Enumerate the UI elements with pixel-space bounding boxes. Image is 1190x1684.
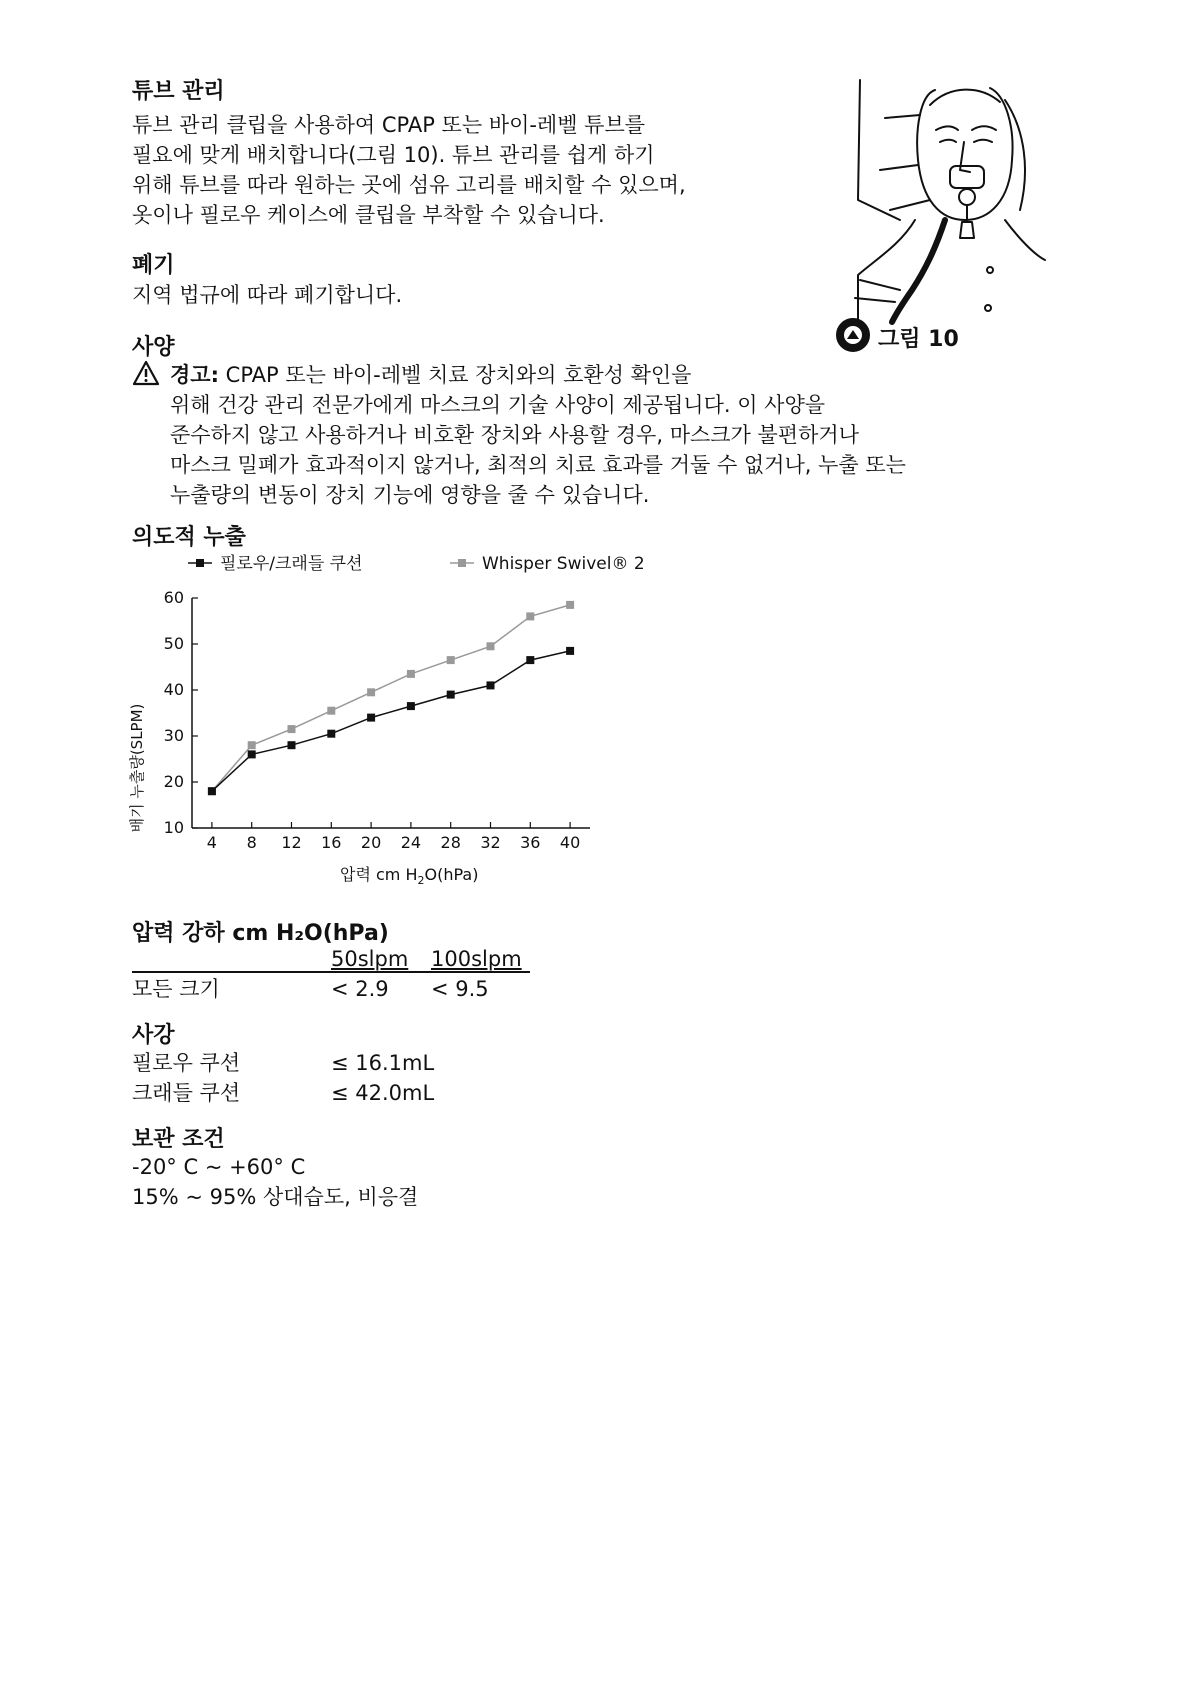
y-tick-label: 10: [163, 818, 184, 837]
data-point: [447, 691, 455, 699]
x-tick-label: 8: [246, 833, 257, 852]
data-point: [526, 656, 534, 664]
chart-series: [208, 601, 574, 795]
y-tick-label: 30: [163, 726, 184, 745]
mask-cushion: [950, 166, 984, 188]
pressure-col-1: 50slpm: [331, 947, 409, 971]
warning-line: 마스크 밀폐가 효과적이지 않거나, 최적의 치료 효과를 거둘 수 없거나, 누출 또는: [170, 453, 906, 477]
storage-humidity: 15% ~ 95% 상대습도, 비응결: [132, 1185, 419, 1209]
data-point: [407, 702, 415, 710]
y-tick-label: 40: [163, 680, 184, 699]
x-tick-label: 24: [400, 833, 422, 852]
chart-y-label: 배기 누출량(SLPM): [128, 703, 146, 833]
head-outline: [917, 88, 1012, 220]
leak-chart: [120, 550, 680, 890]
x-tick-label: 16: [321, 833, 342, 852]
pressure-value-2: < 9.5: [431, 977, 489, 1001]
data-point: [487, 681, 495, 689]
data-point: [327, 730, 335, 738]
x-tick-label: 20: [360, 833, 382, 852]
data-point: [407, 670, 415, 678]
warning-line: 누출량의 변동이 장치 기능에 영향을 줄 수 있습니다.: [170, 483, 650, 507]
storage-heading: 보관 조건: [132, 1127, 225, 1152]
tube-paragraph: [132, 110, 792, 230]
series-line: [212, 651, 570, 791]
tube-line: 튜브 관리 클립을 사용하여 CPAP 또는 바이-레벨 튜브를: [132, 113, 646, 137]
data-point: [367, 688, 375, 696]
data-point: [208, 787, 216, 795]
x-tick-label: 32: [480, 833, 501, 852]
pressure-drop-heading: 압력 강하 cm H₂O(hPa): [132, 921, 389, 946]
mask-illustration: [840, 70, 1050, 340]
dead-space-label: 필로우 쿠션: [132, 1051, 241, 1075]
figure-up-icon: [836, 318, 870, 352]
y-tick-label: 60: [163, 588, 184, 607]
legend-marker: [458, 559, 466, 567]
storage-temperature: -20° C ~ +60° C: [132, 1155, 306, 1179]
data-point: [566, 647, 574, 655]
pillow-outline: [858, 80, 900, 220]
x-tick-label: 4: [206, 833, 217, 852]
x-tick-label: 12: [281, 833, 302, 852]
tube-line: 옷이나 필로우 케이스에 클립을 부착할 수 있습니다.: [132, 203, 605, 227]
leak-heading: 의도적 누출: [132, 525, 246, 550]
y-tick-label: 20: [163, 772, 184, 791]
figure-label: 그림 10: [878, 327, 959, 352]
data-point: [248, 750, 256, 758]
tube-line: 필요에 맞게 배치합니다(그림 10). 튜브 관리를 쉽게 하기: [132, 143, 655, 167]
chart-axes: [164, 588, 590, 852]
warning-line: 준수하지 않고 사용하거나 비호환 장치와 사용할 경우, 마스크가 불편하거나: [170, 423, 859, 447]
y-tick-label: 50: [163, 634, 184, 653]
warning-line: 위해 건강 관리 전문가에게 마스크의 기술 사양이 제공됩니다. 이 사양을: [170, 393, 826, 417]
data-point: [447, 656, 455, 664]
x-tick-label: 36: [520, 833, 541, 852]
dead-space-label: 크래들 쿠션: [132, 1081, 241, 1105]
data-point: [327, 707, 335, 715]
chart-legend: [188, 554, 645, 574]
data-point: [487, 642, 495, 650]
dead-space-value: ≤ 16.1mL: [331, 1051, 435, 1075]
data-point: [526, 612, 534, 620]
dead-space-heading: 사강: [132, 1023, 175, 1048]
tube: [892, 220, 945, 322]
pressure-value-1: < 2.9: [331, 977, 389, 1001]
specs-heading: 사양: [132, 335, 175, 360]
data-point: [288, 741, 296, 749]
data-point: [367, 714, 375, 722]
legend-label: 필로우/크래들 쿠션: [220, 554, 363, 574]
tube-line: 위해 튜브를 따라 원하는 곳에 섬유 고리를 배치할 수 있으며,: [132, 173, 686, 197]
legend-label: Whisper Swivel® 2: [482, 554, 645, 574]
disposal-heading: 폐기: [132, 253, 175, 278]
data-point: [288, 725, 296, 733]
data-point: [566, 601, 574, 609]
data-point: [248, 741, 256, 749]
legend-marker: [196, 559, 204, 567]
tube-heading: 튜브 관리: [132, 79, 225, 104]
warning-block: [170, 360, 1070, 510]
warning-label: 경고:: [170, 363, 219, 387]
series-line: [212, 605, 570, 791]
pressure-col-2: 100slpm: [431, 947, 522, 971]
dead-space-value: ≤ 42.0mL: [331, 1081, 435, 1105]
chart-x-label: 압력 cm $H_2O(hPa)$: [340, 865, 479, 888]
warning-line: CPAP 또는 바이-레벨 치료 장치와의 호환성 확인을: [225, 363, 692, 387]
table-rule: [132, 971, 530, 973]
x-tick-label: 28: [440, 833, 461, 852]
warning-icon: [132, 360, 160, 386]
x-tick-label: 40: [559, 833, 581, 852]
disposal-text: 지역 법규에 따라 폐기합니다.: [132, 283, 403, 307]
pressure-row-label: 모든 크기: [132, 977, 220, 1001]
